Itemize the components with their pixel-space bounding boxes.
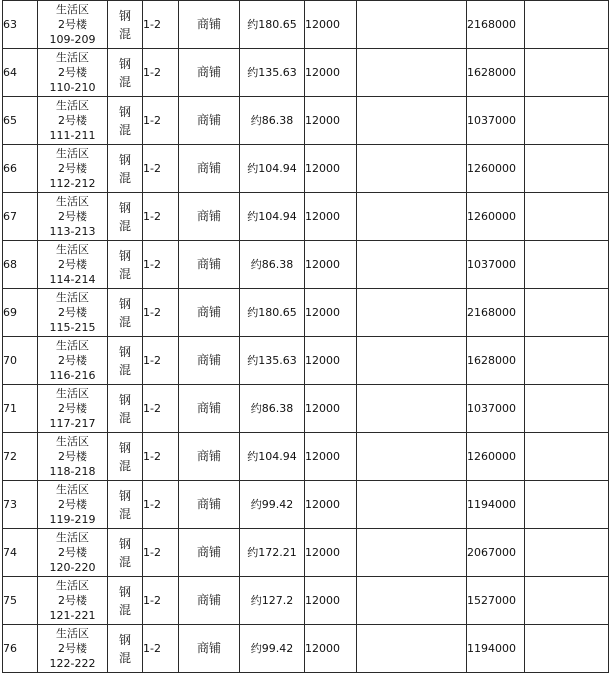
row-number-cell: 73: [3, 481, 38, 529]
floor-cell: 1-2: [143, 49, 179, 97]
table-row: [3, 433, 609, 481]
area-cell: 约104.94: [240, 433, 305, 481]
remarks-cell: [525, 385, 609, 433]
location-line: 2号楼: [58, 210, 87, 223]
location-line: 生活区: [56, 387, 89, 400]
location-line: 2号楼: [58, 18, 87, 31]
structure-cell: [108, 241, 143, 289]
unit-price-cell: 12000: [305, 529, 357, 577]
table-row: [3, 625, 609, 673]
location-cell: [38, 193, 108, 241]
empty-cell: [357, 49, 467, 97]
location-line: 122-222: [49, 657, 96, 670]
empty-cell: [357, 481, 467, 529]
location-cell: [38, 289, 108, 337]
location-line: 113-213: [49, 225, 96, 238]
remarks-cell: [525, 1, 609, 49]
unit-price-cell: 12000: [305, 289, 357, 337]
location-line: 114-214: [49, 273, 96, 286]
location-cell: [38, 385, 108, 433]
area-cell: 约99.42: [240, 625, 305, 673]
row-number-cell: 66: [3, 145, 38, 193]
structure-char: 混: [118, 74, 131, 89]
remarks-cell: [525, 145, 609, 193]
location-cell: [38, 145, 108, 193]
floor-cell: 1-2: [143, 193, 179, 241]
structure-char: 混: [118, 554, 131, 569]
usage-cell: 商铺: [179, 337, 240, 385]
remarks-cell: [525, 193, 609, 241]
location-line: 生活区: [56, 339, 89, 352]
structure-cell: [108, 97, 143, 145]
row-number-cell: 68: [3, 241, 38, 289]
location-cell: [38, 49, 108, 97]
area-cell: 约135.63: [240, 337, 305, 385]
location-cell: [38, 577, 108, 625]
structure-cell: [108, 49, 143, 97]
structure-char: 钢: [118, 200, 131, 215]
unit-price-cell: 12000: [305, 385, 357, 433]
structure-cell: [108, 289, 143, 337]
structure-char: 混: [118, 650, 131, 665]
location-line: 121-221: [49, 609, 96, 622]
structure-char: 混: [118, 458, 131, 473]
floor-cell: 1-2: [143, 1, 179, 49]
unit-price-cell: 12000: [305, 337, 357, 385]
structure-char: 钢: [118, 248, 131, 263]
empty-cell: [357, 337, 467, 385]
unit-price-cell: 12000: [305, 1, 357, 49]
structure-char: 钢: [118, 8, 131, 23]
location-line: 2号楼: [58, 306, 87, 319]
usage-cell: 商铺: [179, 97, 240, 145]
total-price-cell: 2168000: [467, 289, 525, 337]
table-row: [3, 97, 609, 145]
floor-cell: 1-2: [143, 385, 179, 433]
usage-cell: 商铺: [179, 193, 240, 241]
unit-price-cell: 12000: [305, 481, 357, 529]
row-number-cell: 67: [3, 193, 38, 241]
row-number-cell: 75: [3, 577, 38, 625]
location-line: 生活区: [56, 579, 89, 592]
floor-cell: 1-2: [143, 577, 179, 625]
structure-cell: [108, 1, 143, 49]
location-line: 2号楼: [58, 498, 87, 511]
area-cell: 约180.65: [240, 1, 305, 49]
total-price-cell: 1628000: [467, 337, 525, 385]
location-cell: [38, 1, 108, 49]
structure-char: 钢: [118, 488, 131, 503]
location-line: 生活区: [56, 243, 89, 256]
structure-char: 混: [118, 26, 131, 41]
usage-cell: 商铺: [179, 625, 240, 673]
usage-cell: 商铺: [179, 49, 240, 97]
usage-cell: 商铺: [179, 577, 240, 625]
table-row: [3, 385, 609, 433]
table-row: [3, 193, 609, 241]
location-line: 119-219: [49, 513, 96, 526]
total-price-cell: 2067000: [467, 529, 525, 577]
location-line: 生活区: [56, 147, 89, 160]
empty-cell: [357, 529, 467, 577]
row-number-cell: 69: [3, 289, 38, 337]
area-cell: 约127.2: [240, 577, 305, 625]
usage-cell: 商铺: [179, 481, 240, 529]
structure-char: 混: [118, 362, 131, 377]
table-row: [3, 145, 609, 193]
structure-cell: [108, 577, 143, 625]
unit-price-cell: 12000: [305, 433, 357, 481]
unit-price-cell: 12000: [305, 577, 357, 625]
area-cell: 约104.94: [240, 193, 305, 241]
total-price-cell: 1194000: [467, 481, 525, 529]
structure-char: 钢: [118, 392, 131, 407]
usage-cell: 商铺: [179, 529, 240, 577]
unit-price-cell: 12000: [305, 49, 357, 97]
structure-cell: [108, 145, 143, 193]
usage-cell: 商铺: [179, 1, 240, 49]
location-cell: [38, 433, 108, 481]
table-row: [3, 289, 609, 337]
total-price-cell: 1037000: [467, 241, 525, 289]
row-number-cell: 63: [3, 1, 38, 49]
unit-price-cell: 12000: [305, 97, 357, 145]
usage-cell: 商铺: [179, 385, 240, 433]
location-line: 116-216: [49, 369, 96, 382]
structure-cell: [108, 385, 143, 433]
location-line: 111-211: [49, 129, 96, 142]
empty-cell: [357, 1, 467, 49]
location-line: 115-215: [49, 321, 96, 334]
floor-cell: 1-2: [143, 337, 179, 385]
structure-char: 钢: [118, 56, 131, 71]
location-line: 生活区: [56, 195, 89, 208]
area-cell: 约172.21: [240, 529, 305, 577]
area-cell: 约86.38: [240, 97, 305, 145]
area-cell: 约180.65: [240, 289, 305, 337]
location-line: 2号楼: [58, 66, 87, 79]
structure-char: 钢: [118, 104, 131, 119]
empty-cell: [357, 625, 467, 673]
location-cell: [38, 97, 108, 145]
location-line: 生活区: [56, 99, 89, 112]
total-price-cell: 1527000: [467, 577, 525, 625]
remarks-cell: [525, 241, 609, 289]
location-line: 2号楼: [58, 546, 87, 559]
location-line: 117-217: [49, 417, 96, 430]
table-row: [3, 529, 609, 577]
total-price-cell: 1037000: [467, 385, 525, 433]
structure-char: 钢: [118, 344, 131, 359]
structure-cell: [108, 625, 143, 673]
usage-cell: 商铺: [179, 289, 240, 337]
table-row: [3, 337, 609, 385]
remarks-cell: [525, 577, 609, 625]
floor-cell: 1-2: [143, 529, 179, 577]
location-line: 2号楼: [58, 450, 87, 463]
empty-cell: [357, 433, 467, 481]
location-line: 生活区: [56, 3, 89, 16]
structure-char: 混: [118, 266, 131, 281]
empty-cell: [357, 97, 467, 145]
location-line: 2号楼: [58, 402, 87, 415]
structure-cell: [108, 193, 143, 241]
total-price-cell: 1194000: [467, 625, 525, 673]
structure-char: 混: [118, 602, 131, 617]
floor-cell: 1-2: [143, 97, 179, 145]
area-cell: 约86.38: [240, 385, 305, 433]
table-body: [3, 1, 609, 673]
empty-cell: [357, 289, 467, 337]
empty-cell: [357, 193, 467, 241]
location-line: 112-212: [49, 177, 96, 190]
usage-cell: 商铺: [179, 433, 240, 481]
remarks-cell: [525, 481, 609, 529]
location-cell: [38, 529, 108, 577]
table-row: [3, 577, 609, 625]
structure-char: 钢: [118, 536, 131, 551]
empty-cell: [357, 241, 467, 289]
floor-cell: 1-2: [143, 433, 179, 481]
floor-cell: 1-2: [143, 145, 179, 193]
location-cell: [38, 481, 108, 529]
location-line: 2号楼: [58, 258, 87, 271]
area-cell: 约86.38: [240, 241, 305, 289]
location-line: 110-210: [49, 81, 96, 94]
structure-char: 钢: [118, 152, 131, 167]
location-cell: [38, 337, 108, 385]
row-number-cell: 64: [3, 49, 38, 97]
table-row: [3, 241, 609, 289]
unit-price-cell: 12000: [305, 145, 357, 193]
row-number-cell: 74: [3, 529, 38, 577]
row-number-cell: 72: [3, 433, 38, 481]
structure-char: 钢: [118, 296, 131, 311]
total-price-cell: 1260000: [467, 145, 525, 193]
location-line: 生活区: [56, 627, 89, 640]
usage-cell: 商铺: [179, 145, 240, 193]
location-line: 生活区: [56, 435, 89, 448]
remarks-cell: [525, 97, 609, 145]
structure-char: 混: [118, 218, 131, 233]
unit-price-cell: 12000: [305, 193, 357, 241]
structure-cell: [108, 481, 143, 529]
total-price-cell: 1037000: [467, 97, 525, 145]
row-number-cell: 71: [3, 385, 38, 433]
unit-price-cell: 12000: [305, 241, 357, 289]
location-line: 2号楼: [58, 642, 87, 655]
structure-char: 钢: [118, 584, 131, 599]
table-row: [3, 49, 609, 97]
table-row: [3, 481, 609, 529]
row-number-cell: 65: [3, 97, 38, 145]
location-line: 生活区: [56, 531, 89, 544]
empty-cell: [357, 145, 467, 193]
floor-cell: 1-2: [143, 289, 179, 337]
row-number-cell: 76: [3, 625, 38, 673]
structure-char: 混: [118, 506, 131, 521]
structure-cell: [108, 337, 143, 385]
structure-char: 混: [118, 314, 131, 329]
location-cell: [38, 241, 108, 289]
empty-cell: [357, 385, 467, 433]
location-cell: [38, 625, 108, 673]
row-number-cell: 70: [3, 337, 38, 385]
structure-cell: [108, 433, 143, 481]
usage-cell: 商铺: [179, 241, 240, 289]
location-line: 120-220: [49, 561, 96, 574]
location-line: 109-209: [49, 33, 96, 46]
structure-cell: [108, 529, 143, 577]
total-price-cell: 1628000: [467, 49, 525, 97]
total-price-cell: 2168000: [467, 1, 525, 49]
location-line: 2号楼: [58, 594, 87, 607]
area-cell: 约135.63: [240, 49, 305, 97]
unit-price-cell: 12000: [305, 625, 357, 673]
total-price-cell: 1260000: [467, 433, 525, 481]
location-line: 2号楼: [58, 162, 87, 175]
location-line: 生活区: [56, 291, 89, 304]
property-table: [2, 0, 609, 673]
remarks-cell: [525, 337, 609, 385]
location-line: 2号楼: [58, 114, 87, 127]
floor-cell: 1-2: [143, 625, 179, 673]
area-cell: 约104.94: [240, 145, 305, 193]
location-line: 生活区: [56, 483, 89, 496]
area-cell: 约99.42: [240, 481, 305, 529]
total-price-cell: 1260000: [467, 193, 525, 241]
floor-cell: 1-2: [143, 241, 179, 289]
remarks-cell: [525, 289, 609, 337]
remarks-cell: [525, 625, 609, 673]
location-line: 118-218: [49, 465, 96, 478]
structure-char: 钢: [118, 632, 131, 647]
table-row: [3, 1, 609, 49]
remarks-cell: [525, 49, 609, 97]
floor-cell: 1-2: [143, 481, 179, 529]
remarks-cell: [525, 529, 609, 577]
structure-char: 钢: [118, 440, 131, 455]
remarks-cell: [525, 433, 609, 481]
structure-char: 混: [118, 122, 131, 137]
structure-char: 混: [118, 410, 131, 425]
location-line: 2号楼: [58, 354, 87, 367]
structure-char: 混: [118, 170, 131, 185]
location-line: 生活区: [56, 51, 89, 64]
empty-cell: [357, 577, 467, 625]
